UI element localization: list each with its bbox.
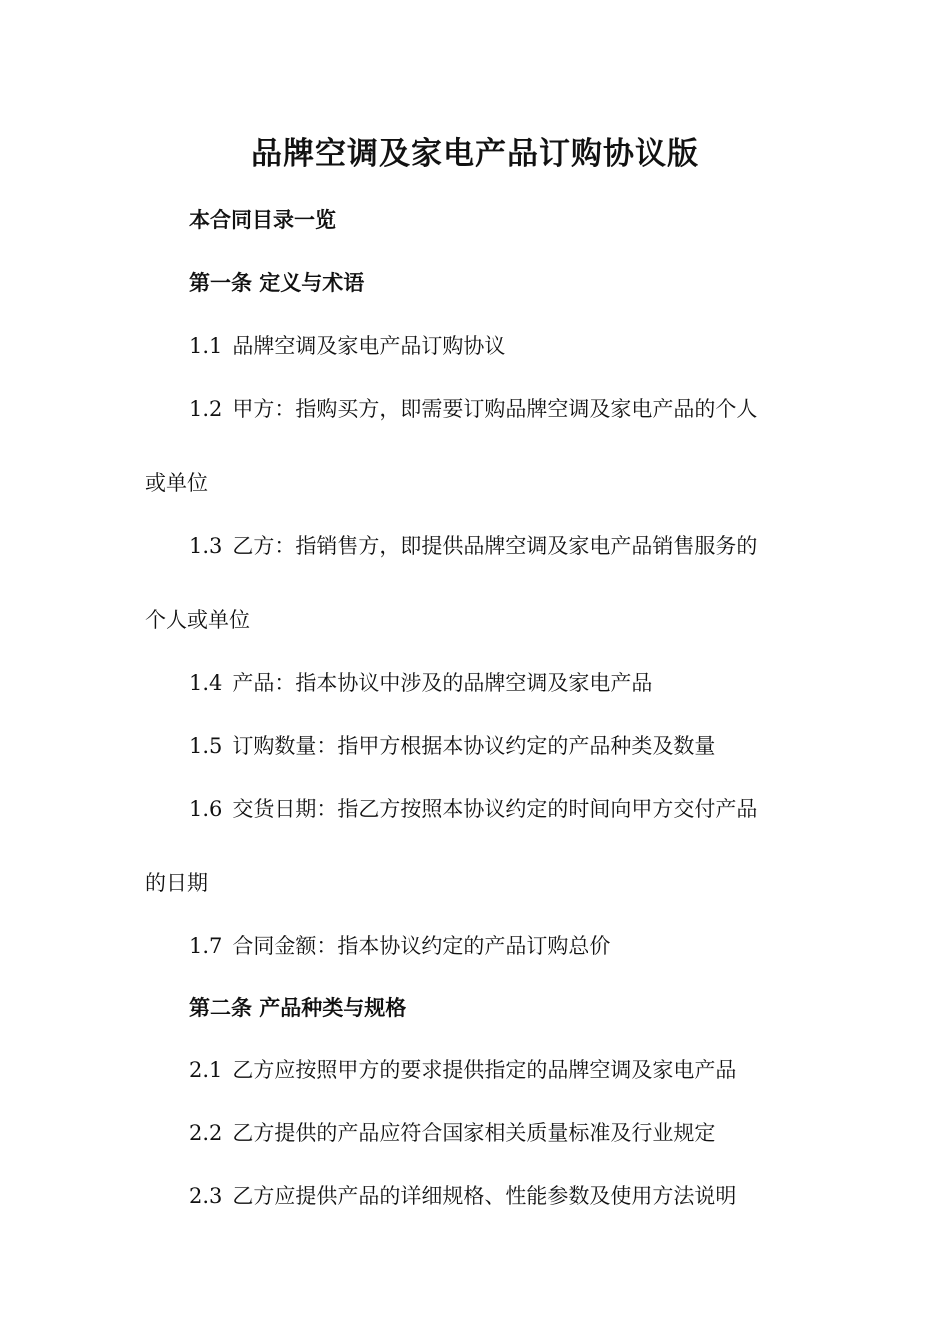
clause-text: 乙方：指销售方，即提供品牌空调及家电产品销售服务的 xyxy=(232,534,758,558)
clause-1-1 xyxy=(189,331,505,361)
clause-text: 合同金额：指本协议约定的产品订购总价 xyxy=(232,934,611,958)
clause-2-2 xyxy=(189,1118,715,1148)
clause-1-2-continuation: 或单位 xyxy=(145,471,208,495)
toc-heading: 本合同目录一览 xyxy=(189,208,336,232)
clause-text: 乙方应按照甲方的要求提供指定的品牌空调及家电产品 xyxy=(232,1058,737,1082)
clause-number: 1.5 xyxy=(189,734,223,758)
article-2-heading: 第二条 产品种类与规格 xyxy=(189,996,407,1020)
article-1-heading: 第一条 定义与术语 xyxy=(189,271,365,295)
clause-number: 2.2 xyxy=(189,1121,223,1145)
clause-1-4 xyxy=(189,668,652,698)
clause-1-7 xyxy=(189,931,610,961)
clause-number: 1.2 xyxy=(189,397,223,421)
clause-number: 1.1 xyxy=(189,334,223,358)
clause-text: 订购数量：指甲方根据本协议约定的产品种类及数量 xyxy=(232,734,716,758)
clause-text: 产品：指本协议中涉及的品牌空调及家电产品 xyxy=(232,671,653,695)
clause-number: 2.3 xyxy=(189,1184,223,1208)
clause-1-2 xyxy=(189,394,757,424)
clause-number: 2.1 xyxy=(189,1058,223,1082)
clause-1-5 xyxy=(189,731,715,761)
document-title: 品牌空调及家电产品订购协议版 xyxy=(251,136,699,172)
clause-number: 1.3 xyxy=(189,534,223,558)
clause-1-3-continuation: 个人或单位 xyxy=(145,608,250,632)
clause-1-3 xyxy=(189,531,757,561)
clause-2-1 xyxy=(189,1055,736,1085)
clause-text: 品牌空调及家电产品订购协议 xyxy=(232,334,506,358)
clause-number: 1.6 xyxy=(189,797,223,821)
clause-1-6-continuation: 的日期 xyxy=(145,871,208,895)
clause-text: 交货日期：指乙方按照本协议约定的时间向甲方交付产品 xyxy=(232,797,758,821)
clause-2-3 xyxy=(189,1181,736,1211)
clause-text: 乙方提供的产品应符合国家相关质量标准及行业规定 xyxy=(232,1121,716,1145)
clause-number: 1.7 xyxy=(189,934,223,958)
clause-1-6 xyxy=(189,794,757,824)
clause-number: 1.4 xyxy=(189,671,223,695)
clause-text: 甲方：指购买方，即需要订购品牌空调及家电产品的个人 xyxy=(232,397,758,421)
clause-text: 乙方应提供产品的详细规格、性能参数及使用方法说明 xyxy=(232,1184,737,1208)
